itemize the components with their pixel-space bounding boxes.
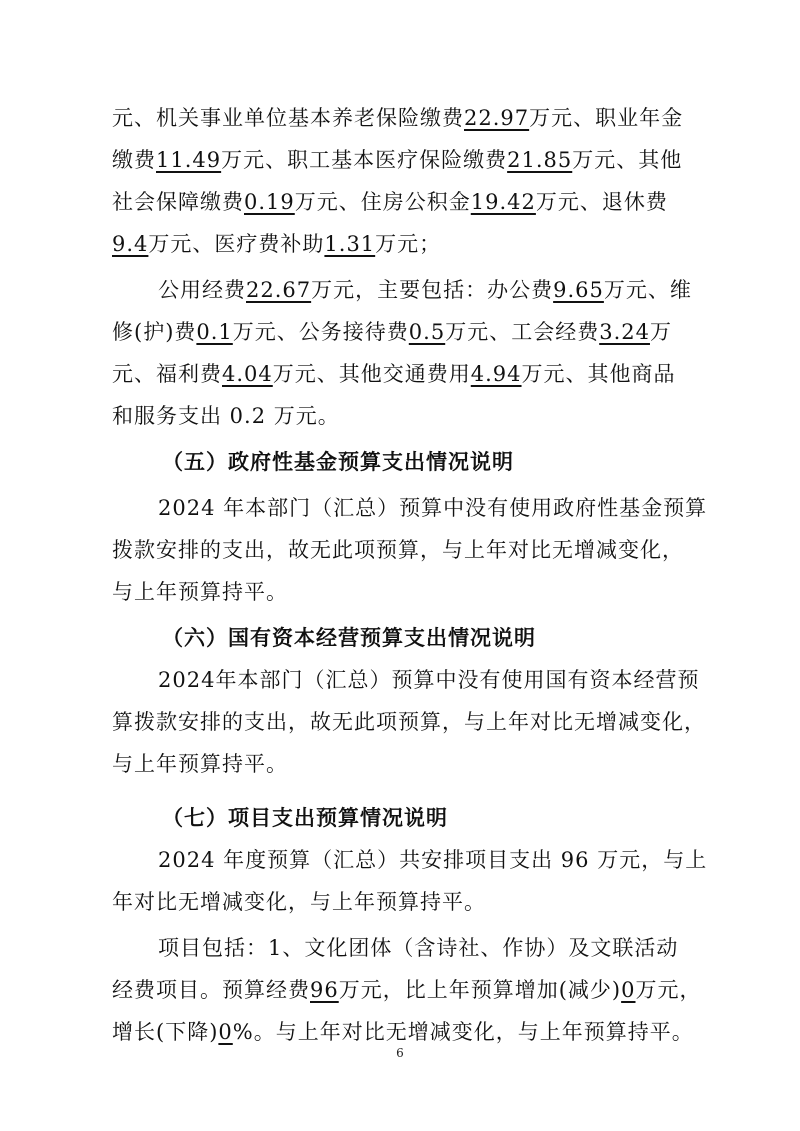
text-segment: 万元； — [375, 232, 442, 256]
amount-value: 96 — [310, 978, 339, 1002]
text-segment: 万元，主要包括：办公费 — [311, 278, 554, 302]
amount-value: 4.04 — [222, 362, 273, 386]
text-segment: 万元、住房公积金 — [294, 190, 471, 214]
text-segment: 修(护)费 — [112, 320, 197, 344]
text-segment: %。与上年对比无增减变化，与上年预算持平。 — [232, 1020, 694, 1044]
text-segment: 公用经费 — [158, 278, 246, 302]
text-segment: 元、机关事业单位基本养老保险缴费 — [112, 106, 464, 130]
text-segment: 万元、其他 — [572, 148, 683, 172]
text-line — [112, 97, 692, 139]
text-segment: 缴费 — [112, 148, 156, 172]
text-line — [112, 311, 692, 353]
percent-value: 0 — [218, 1020, 233, 1044]
amount-value: 0.1 — [196, 320, 233, 344]
text-line: 算拨款安排的支出，故无此项预算，与上年对比无增减变化， — [112, 710, 706, 734]
text-line — [112, 181, 692, 223]
text-line: 2024 年度预算（汇总）共安排项目支出 96 万元，与上 — [158, 848, 708, 872]
amount-value: 19.42 — [470, 190, 536, 214]
text-line — [112, 969, 702, 1011]
text-line: 项目包括：1、文化团体（含诗社、作协）及文联活动 — [158, 936, 679, 960]
text-segment: 社会保障缴费 — [112, 190, 244, 214]
amount-value: 9.65 — [553, 278, 604, 302]
text-line: 拨款安排的支出，故无此项预算，与上年对比无增减变化， — [112, 538, 684, 562]
text-segment: 万元、其他交通费用 — [272, 362, 471, 386]
text-segment: 万元、工会经费 — [445, 320, 600, 344]
text-segment: 元、福利费 — [112, 362, 222, 386]
text-line: 2024 年本部门（汇总）预算中没有使用政府性基金预算 — [158, 496, 708, 520]
text-segment: 万元、维 — [603, 278, 692, 302]
text-segment: 增长(下降) — [112, 1020, 219, 1044]
text-line: 和服务支出 0.2 万元。 — [112, 404, 340, 428]
amount-value: 0 — [621, 978, 636, 1002]
amount-value: 9.4 — [112, 232, 149, 256]
text-segment: 万元、退休费 — [535, 190, 668, 214]
text-line: 与上年预算持平。 — [112, 752, 288, 776]
section-heading: （六）国有资本经营预算支出情况说明 — [162, 625, 536, 650]
text-line — [112, 139, 692, 181]
amount-value: 0.19 — [244, 190, 295, 214]
amount-value: 1.31 — [324, 232, 376, 256]
page-number: 6 — [396, 1046, 404, 1060]
text-line: 2024年本部门（汇总）预算中没有使用国有资本经营预 — [158, 668, 700, 692]
text-segment: 万元、公务接待费 — [232, 320, 409, 344]
amount-value: 0.5 — [408, 320, 446, 344]
text-line — [112, 269, 692, 311]
amount-value: 11.49 — [156, 148, 222, 172]
document-page — [112, 97, 708, 1053]
text-line — [112, 223, 692, 265]
amount-value: 22.67 — [246, 278, 312, 302]
text-segment: 万元、职业年金 — [529, 106, 684, 130]
text-segment: 万元、职工基本医疗保险缴费 — [221, 148, 508, 172]
text-segment: 万元、其他商品 — [521, 362, 676, 386]
text-line: 与上年预算持平。 — [112, 580, 288, 604]
text-segment: 经费项目。预算经费 — [112, 978, 310, 1002]
amount-value: 22.97 — [464, 106, 530, 130]
section-heading: （七）项目支出预算情况说明 — [162, 805, 448, 830]
amount-value: 4.94 — [470, 362, 522, 386]
text-segment: 万元，比上年预算增加(减少) — [338, 978, 622, 1002]
text-segment: 万 — [649, 320, 672, 344]
amount-value: 3.24 — [599, 320, 650, 344]
text-segment: 万元、医疗费补助 — [148, 232, 325, 256]
text-line — [112, 353, 692, 395]
text-line: 年对比无增减变化，与上年预算持平。 — [112, 890, 486, 914]
text-segment: 万元， — [635, 978, 702, 1002]
amount-value: 21.85 — [507, 148, 573, 172]
section-heading: （五）政府性基金预算支出情况说明 — [162, 449, 514, 474]
